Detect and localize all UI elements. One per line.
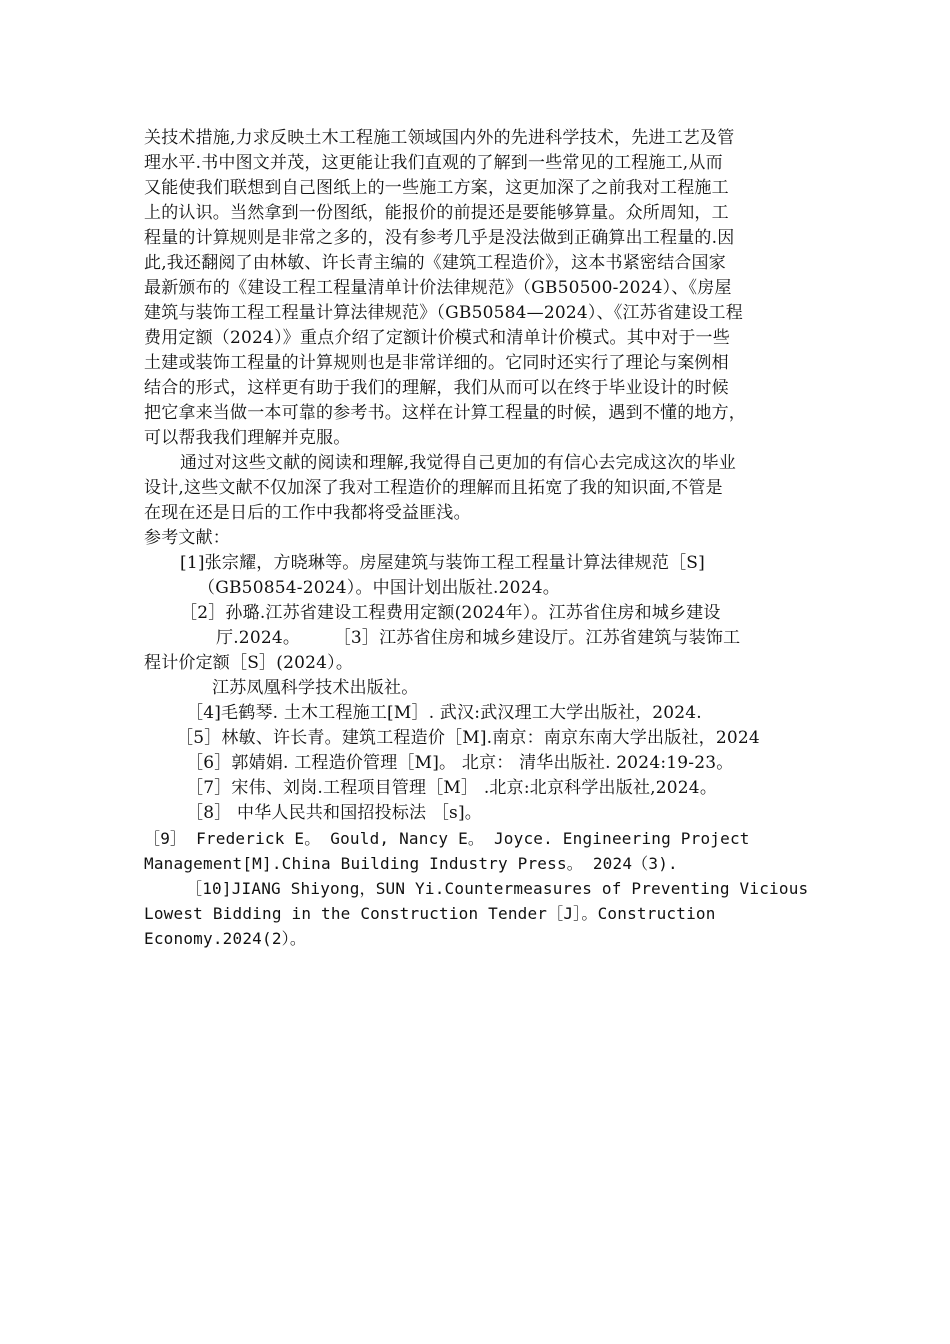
body-line: 又能使我们联想到自己图纸上的一些施工方案，这更加深了之前我对工程施工 xyxy=(144,178,729,198)
reference-line: [1]张宗耀，方晓琳等。房屋建筑与装饰工程工程量计算法律规范［S] xyxy=(180,553,705,573)
reference-line: ［9］ Frederick E。 Gould, Nancy E。 Joyce. Engineering Project xyxy=(144,829,750,848)
body-line: 费用定额（2024）》重点介绍了定额计价模式和清单计价模式。其中对于一些 xyxy=(144,328,730,348)
body-line: 最新颁布的《建设工程工程量清单计价法律规范》（GB50500-2024）、《房屋 xyxy=(144,278,732,298)
reference-line: Lowest Bidding in the Construction Tender［J］。Construction xyxy=(144,904,716,923)
references-heading: 参考文献： xyxy=(144,528,230,548)
reference-line: 江苏凤凰科学技术出版社。 xyxy=(212,678,419,698)
conclusion-line: 设计,这些文献不仅加深了我对工程造价的理解而且拓宽了我的知识面,不管是 xyxy=(144,478,723,498)
body-line: 上的认识。当然拿到一份图纸，能报价的前提还是要能够算量。众所周知，工 xyxy=(144,203,729,223)
reference-line: ［10]JIANG Shiyong，SUN Yi.Countermeasures of Preventing Vicious xyxy=(186,879,809,898)
reference-line: 厅.2024。 ［3］江苏省住房和城乡建设厅。江苏省建筑与装饰工 xyxy=(216,628,741,648)
body-line: 土建或装饰工程量的计算规则也是非常详细的。它同时还实行了理论与案例相 xyxy=(144,353,729,373)
conclusion-line: 通过对这些文献的阅读和理解,我觉得自己更加的有信心去完成这次的毕业 xyxy=(180,453,737,473)
reference-line: ［6］郭婧娟. 工程造价管理［M]。 北京： 清华出版社. 2024:19-23。 xyxy=(186,753,734,773)
reference-line: 程计价定额［S］(2024）。 xyxy=(144,653,354,673)
reference-line: ［8］ 中华人民共和国招投标法 ［s]。 xyxy=(186,803,482,823)
body-line: 理水平.书中图文并茂，这更能让我们直观的了解到一些常见的工程施工,从而 xyxy=(144,153,723,173)
body-line: 可以帮我我们理解并克服。 xyxy=(144,428,351,448)
body-line: 建筑与装饰工程工程量计算法律规范》（GB50584—2024）、《江苏省建设工程 xyxy=(144,303,743,323)
reference-line: ［2］孙璐.江苏省建设工程费用定额(2024年）。江苏省住房和城乡建设 xyxy=(180,603,721,623)
body-line: 把它拿来当做一本可靠的参考书。这样在计算工程量的时候，遇到不懂的地方， xyxy=(144,403,746,423)
body-line: 关技术措施,力求反映土木工程施工领域国内外的先进科学技术，先进工艺及管 xyxy=(144,128,735,148)
conclusion-line: 在现在还是日后的工作中我都将受益匪浅。 xyxy=(144,503,471,523)
body-line: 结合的形式，这样更有助于我们的理解，我们从而可以在终于毕业设计的时候 xyxy=(144,378,729,398)
reference-line: ［5］林敏、许长青。建筑工程造价［M].南京：南京东南大学出版社，2024 xyxy=(176,728,760,748)
body-line: 程量的计算规则是非常之多的，没有参考几乎是没法做到正确算出工程量的.因 xyxy=(144,228,735,248)
reference-line: Economy.2024(2）。 xyxy=(144,929,307,948)
body-line: 此,我还翻阅了由林敏、许长青主编的《建筑工程造价》，这本书紧密结合国家 xyxy=(144,253,726,273)
reference-line: ［7］宋伟、刘岗.工程项目管理［M］ .北京:北京科学出版社,2024。 xyxy=(186,778,718,798)
reference-line: ［4]毛鹤琴. 土木工程施工[M］. 武汉:武汉理工大学出版社，2024. xyxy=(186,703,702,723)
reference-line: （GB50854-2024）。中国计划出版社.2024。 xyxy=(198,578,560,598)
reference-line: Management[M].China Building Industry Press。 2024（3). xyxy=(144,854,678,873)
